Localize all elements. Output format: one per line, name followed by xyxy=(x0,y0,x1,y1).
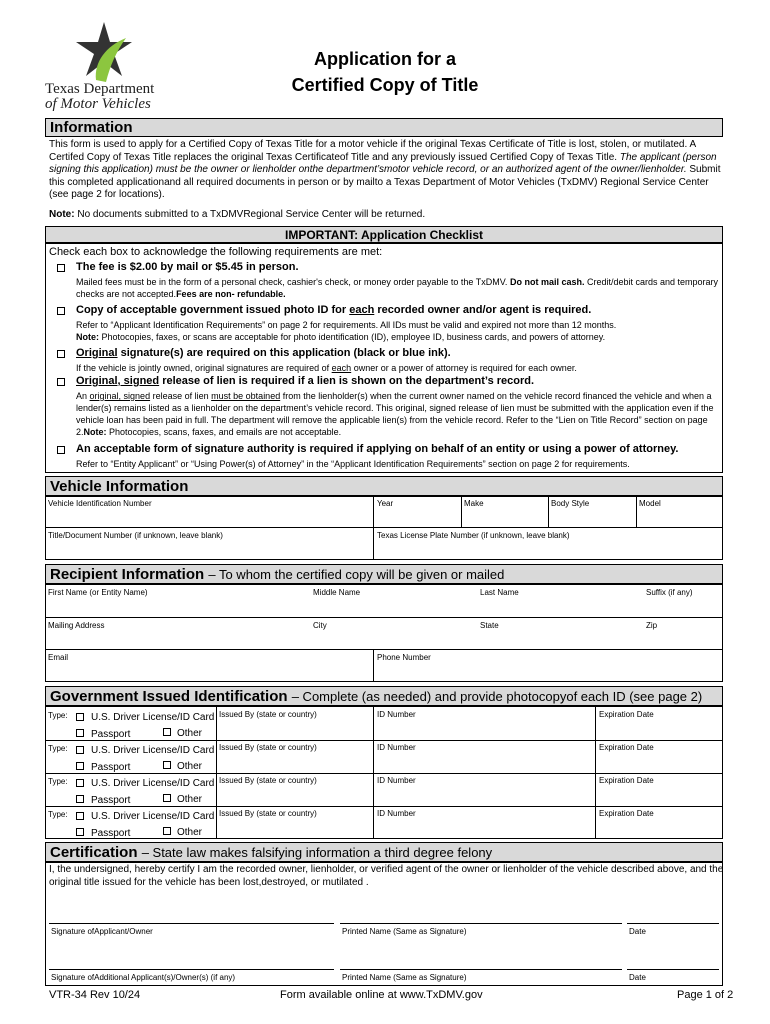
issued-by-field[interactable]: Issued By (state or country) xyxy=(219,776,317,785)
email-field[interactable]: Email xyxy=(48,653,69,662)
option-driver-license: U.S. Driver License/ID Card xyxy=(91,745,215,756)
checklist-intro: Check each box to acknowledge the following requirements are met: xyxy=(49,246,383,258)
checkbox-fee[interactable] xyxy=(57,264,65,272)
title-number-field[interactable]: Title/Document Number (if unknown, leave blank) xyxy=(48,531,223,540)
option-driver-license: U.S. Driver License/ID Card xyxy=(91,712,215,723)
req-fee-heading: The fee is $2.00 by mail or $5.45 in person. xyxy=(76,261,299,273)
mailing-address-field[interactable]: Mailing Address xyxy=(48,621,105,630)
online-note: Form available online at www.TxDMV.gov xyxy=(280,989,483,1001)
recipient-grid xyxy=(45,584,723,682)
option-other: Other xyxy=(177,761,203,772)
date-field[interactable]: Date xyxy=(629,927,646,936)
city-field[interactable]: City xyxy=(313,621,327,630)
certification-text: I, the undersigned, hereby certify I am the recorded owner, lienholder, or verified agent of the owner or lienholder of the vehicle described above, and the original title issued for the vehicle has been lost,destroyed, or mutilated . xyxy=(49,864,724,888)
phone-field[interactable]: Phone Number xyxy=(377,653,431,662)
req-lien-body: An original, signed release of lien must be obtained from the lienholder(s) when the current owner named on the vehicle record financed the vehicle and when a lender(s) remains listed as a lienholder on the department’s vehicle record. This original, signed release of lien must be submitted with the application even if the vehicle loan has been paid in full. The department will remove the applicable lien(s) from the vehicle record. Refer to the “Lien on Title Record” section on page 2.Note: Photocopies, scans, faxes, and emails are not acceptable. xyxy=(76,391,714,437)
req-signature-body: If the vehicle is jointly owned, original signatures are required of each owner or a power of attorney is required for each owner. xyxy=(76,363,577,373)
option-other: Other xyxy=(177,728,203,739)
id-type-label: Type: xyxy=(48,777,68,786)
signature-additional-field[interactable]: Signature ofAdditional Applicant(s)/Owner(s) (if any) xyxy=(51,973,236,982)
option-other: Other xyxy=(177,794,203,805)
year-field[interactable]: Year xyxy=(377,499,394,508)
checklist-heading: IMPORTANT: Application Checklist xyxy=(45,226,723,243)
certification-heading: Certification – State law makes falsifying information a third degree felony xyxy=(45,842,723,862)
id-number-field[interactable]: ID Number xyxy=(377,710,416,719)
checkbox-other[interactable] xyxy=(163,827,171,835)
zip-field[interactable]: Zip xyxy=(646,621,658,630)
id-type-label: Type: xyxy=(48,810,68,819)
option-driver-license: U.S. Driver License/ID Card xyxy=(91,811,215,822)
checkbox-driver-license[interactable] xyxy=(76,746,84,754)
checkbox-driver-license[interactable] xyxy=(76,713,84,721)
gov-id-heading: Government Issued Identification – Complete (as needed) and provide photocopyof each ID (see page 2) xyxy=(45,686,723,706)
option-passport: Passport xyxy=(91,828,131,839)
checkbox-passport[interactable] xyxy=(76,795,84,803)
last-name-field[interactable]: Last Name xyxy=(480,588,519,597)
option-other: Other xyxy=(177,827,203,838)
expiration-date-field[interactable]: Expiration Date xyxy=(599,776,654,785)
checkbox-lien-release[interactable] xyxy=(57,378,65,386)
issued-by-field[interactable]: Issued By (state or country) xyxy=(219,710,317,719)
checkbox-signature[interactable] xyxy=(57,350,65,358)
checkbox-driver-license[interactable] xyxy=(76,812,84,820)
id-number-field[interactable]: ID Number xyxy=(377,743,416,752)
printed-name-field[interactable]: Printed Name (Same as Signature) xyxy=(342,927,467,936)
checkbox-other[interactable] xyxy=(163,728,171,736)
checkbox-other[interactable] xyxy=(163,794,171,802)
state-field[interactable]: State xyxy=(480,621,499,630)
checkbox-driver-license[interactable] xyxy=(76,779,84,787)
checkbox-other[interactable] xyxy=(163,761,171,769)
information-text: This form is used to apply for a Certified Copy of Texas Title for a motor vehicle if the original Texas Certificate of Title is lost, stolen, or mutilated. A Certifed Copy of Texas Title replaces the original Texas Certificateof Title and any previously issued Certified Copy of Texas Title. The applicant (person signing this application) must be the owner or lienholder onthe department’smotor vehicle record, or an authorized agent of the owner/lienholder. Submit this completed applicationand all required documents in person or by mailto a Texas Department of Motor Vehicles (TxDMV) Regional Service Center (see page 2 for locations). xyxy=(49,139,721,200)
agency-name: Texas Department of Motor Vehicles xyxy=(45,81,155,112)
id-number-field[interactable]: ID Number xyxy=(377,809,416,818)
req-lien-heading: Original, signed release of lien is required if a lien is shown on the department’s record. xyxy=(76,375,535,387)
checkbox-passport[interactable] xyxy=(76,729,84,737)
id-type-label: Type: xyxy=(48,711,68,720)
option-passport: Passport xyxy=(91,729,131,740)
checkbox-passport[interactable] xyxy=(76,828,84,836)
id-type-label: Type: xyxy=(48,744,68,753)
plate-field[interactable]: Texas License Plate Number (if unknown, leave blank) xyxy=(377,531,570,540)
recipient-heading: Recipient Information – To whom the certified copy will be given or mailed xyxy=(45,564,723,584)
txdmv-star-logo-icon xyxy=(76,22,136,84)
signature-applicant-field[interactable]: Signature ofApplicant/Owner xyxy=(51,927,153,936)
body-style-field[interactable]: Body Style xyxy=(551,499,590,508)
req-photo-id-heading: Copy of acceptable government issued photo ID for each recorded owner and/or agent is required. xyxy=(76,304,592,316)
model-field[interactable]: Model xyxy=(639,499,661,508)
expiration-date-field[interactable]: Expiration Date xyxy=(599,710,654,719)
req-authority-heading: An acceptable form of signature authority is required if applying on behalf of an entity or using a power of attorney. xyxy=(76,443,679,455)
issued-by-field[interactable]: Issued By (state or country) xyxy=(219,743,317,752)
checkbox-photo-id[interactable] xyxy=(57,307,65,315)
expiration-date-field[interactable]: Expiration Date xyxy=(599,743,654,752)
middle-name-field[interactable]: Middle Name xyxy=(313,588,361,597)
suffix-field[interactable]: Suffix (if any) xyxy=(646,588,693,597)
req-authority-body: Refer to “Entity Applicant” or “Using Power(s) of Attorney” in the “Applicant Identification Requirements” section on page 2 for requirements. xyxy=(76,459,630,469)
page-title: Application for a Certified Copy of Title xyxy=(291,49,479,95)
checkbox-passport[interactable] xyxy=(76,762,84,770)
expiration-date-field[interactable]: Expiration Date xyxy=(599,809,654,818)
printed-name-additional-field[interactable]: Printed Name (Same as Signature) xyxy=(342,973,467,982)
form-id: VTR-34 Rev 10/24 xyxy=(49,989,141,1001)
option-passport: Passport xyxy=(91,762,131,773)
information-note: Note: No documents submitted to a TxDMVRegional Service Center will be returned. xyxy=(49,209,426,220)
issued-by-field[interactable]: Issued By (state or country) xyxy=(219,809,317,818)
id-number-field[interactable]: ID Number xyxy=(377,776,416,785)
page-number: Page 1 of 2 xyxy=(677,989,734,1001)
option-driver-license: U.S. Driver License/ID Card xyxy=(91,778,215,789)
option-passport: Passport xyxy=(91,795,131,806)
vin-field[interactable]: Vehicle Identification Number xyxy=(48,499,152,508)
information-heading: Information xyxy=(45,118,723,137)
make-field[interactable]: Make xyxy=(464,499,484,508)
checkbox-signature-authority[interactable] xyxy=(57,446,65,454)
req-signature-heading: Original signature(s) are required on this application (black or blue ink). xyxy=(76,347,451,359)
date-additional-field[interactable]: Date xyxy=(629,973,646,982)
first-name-field[interactable]: First Name (or Entity Name) xyxy=(48,588,148,597)
req-fee-body: Mailed fees must be in the form of a personal check, cashier's check, or money order payable to the TxDMV. Do not mail cash. Credit/debit cards and temporary checks are not accepted.Fees are non- refundable. xyxy=(76,277,719,299)
vehicle-heading: Vehicle Information xyxy=(45,476,723,496)
req-photo-id-body: Refer to “Applicant Identification Requirements” on page 2 for requirements. All IDs must be valid and expired not more than 12 months. Note: Photocopies, faxes, or scans are acceptable for photo identification (ID), employee ID, business cards, and powers of attorney. xyxy=(76,320,617,342)
